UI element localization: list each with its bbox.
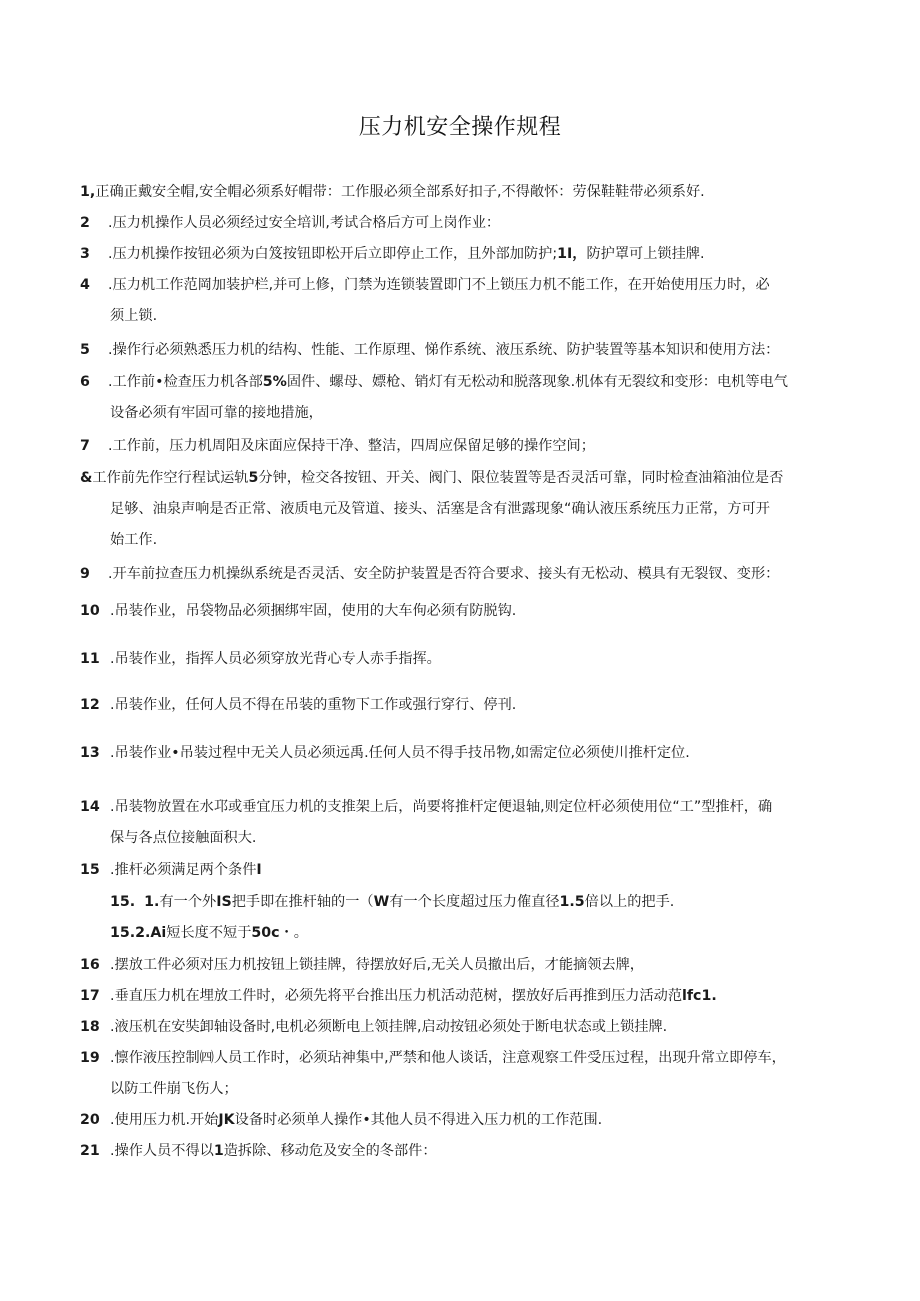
item-number: 16 [80, 957, 100, 973]
item-text: .吊装作业•吊装过程中无关人员必须远禹.任何人员不得手技吊物,如需定位必须使川推杆定位. [110, 745, 690, 761]
item-number: 20 [80, 1112, 100, 1128]
item-number: 14 [80, 799, 100, 815]
item-text: 正确正戴安全帽,安全帽必须系好帽带：工作服必须全部系好扣子,不得敞怀：劳保鞋鞋带必须系好. [95, 184, 705, 200]
item-text-bold: I [256, 862, 262, 878]
item-text-bold: 50c [251, 925, 280, 941]
item-text-bold: IS [216, 894, 232, 910]
item-text: .压力机操作人员必须经过安全培训,考试合格后方可上岗作业： [108, 215, 501, 231]
item-number: 6 [80, 374, 90, 390]
item-text: .操作人员不得以 [110, 1143, 214, 1159]
list-item [80, 1105, 844, 1136]
item-number: 10 [80, 603, 100, 619]
item-text: 把手即在推杆轴的一（ [231, 894, 374, 910]
item-text: .液压机在安奘卸轴设备时,电机必须断电上领挂牌,启动按钮必须处于断电状态或上锁挂牌. [110, 1019, 668, 1035]
item-text-bold: 5 [248, 470, 259, 486]
item-text-bold: lfc1. [682, 988, 717, 1004]
item-text: 工作前先作空行程试运轨 [92, 470, 249, 486]
list-item [80, 1012, 844, 1043]
item-text: 分钟，检交各按钮、开关、阀门、限位装置等是否灵活可靠，同时检查油箱油位是否 [258, 470, 784, 486]
item-number: 3 [80, 246, 90, 262]
document-title: 压力机安全操作规程 [358, 115, 562, 140]
list-item [80, 270, 844, 332]
list-item [80, 1136, 844, 1167]
item-text-continued: 保与各点位接触面积大. [110, 830, 257, 846]
list-item [80, 1043, 844, 1105]
item-text: .吊装作业，吊袋物品必须捆绑牢固，使用的大车佝必须有防脱钩. [110, 603, 517, 619]
item-text: .开车前拉查压力机操纵系统是否灵活、安全防护装置是否符合要求、接头有无松动、模具有无裂钗、变形： [108, 566, 780, 582]
item-number: 5 [80, 342, 90, 358]
list-item [80, 596, 844, 627]
item-text-bold: 5% [262, 374, 287, 390]
list-item [80, 463, 844, 556]
item-number: 19 [80, 1050, 100, 1066]
item-text: .压力机工作范岡加装护栏,并可上修，门禁为连锁装置即门不上锁压力机不能工作，在开始使用压力时，必 [108, 277, 770, 293]
item-number: 17 [80, 988, 100, 1004]
list-item [80, 644, 844, 675]
list-item [80, 950, 844, 981]
item-text-continued: 须上锁. [110, 308, 158, 324]
item-text: .吊装物放置在水邛或垂宜压力机的支推架上后，尚要将推杆定便退轴,则定位杆必须使用位“工”型推杆，确 [110, 799, 773, 815]
item-number: 9 [80, 566, 90, 582]
list-item [80, 981, 844, 1012]
item-text-bold: 1 [213, 1143, 224, 1159]
item-number: 12 [80, 697, 100, 713]
list-item [80, 559, 844, 590]
list-item [80, 177, 844, 208]
item-number: 21 [80, 1143, 100, 1159]
item-number: 15.2.Ai [110, 925, 167, 941]
list-item [80, 738, 844, 769]
list-item [80, 792, 844, 854]
item-number: 13 [80, 745, 100, 761]
item-text: .吊装作业，任何人员不得在吊装的重物下工作或强行穿行、停刊. [110, 697, 517, 713]
list-item [80, 208, 844, 239]
item-text: 倍以上的把手. [584, 894, 675, 910]
item-text: .懔作液压控制㈣人员工作时，必须玷神集中,严禁和他人谈话，注意观察工件受压过程，出现升常立即停车， [110, 1050, 786, 1066]
item-text: 有一个长度超过压力傕直径 [389, 894, 560, 910]
item-text: 造拆除、移动危及安全的冬部件： [223, 1143, 437, 1159]
item-number: & [80, 470, 93, 486]
item-text-continued: 足够、油泉声响是否正常、液质电元及管道、接头、活塞是含有泄露现象“确认液压系统压力正常，方可开 [110, 501, 770, 517]
item-text: .吊装作业，指挥人员必须穿放光背心专人赤手指挥。 [110, 651, 441, 667]
sub-list-item [110, 918, 844, 949]
list-item [80, 335, 844, 366]
item-text-continued: 以防工件崩飞伤人； [110, 1081, 238, 1097]
list-item [80, 690, 844, 721]
item-text-bold: W [373, 894, 390, 910]
item-text-continued: 始工作. [110, 532, 158, 548]
item-text-continued: 设备必须有牢固可靠的接地措施， [110, 405, 323, 421]
list-item [80, 239, 844, 270]
item-text: 有一个外 [159, 894, 217, 910]
item-text: .操作行必须熟悉压力机的结构、性能、工作原理、悌作系统、液压系统、防护装置等基本知识和使用方法： [108, 342, 780, 358]
item-number: 1, [80, 184, 96, 200]
item-text-bold: 1I， [557, 246, 587, 262]
sub-list-item [110, 887, 844, 918]
item-number: 18 [80, 1019, 100, 1035]
item-text: .压力机操作按钮必须为白笈按钮即松开后立即停止工作，且外部加防护; [108, 246, 558, 262]
item-text: .工作前•检查压力机各部 [108, 374, 263, 390]
item-text-bold: 1.5 [559, 894, 585, 910]
item-text-bold: JK [218, 1112, 235, 1128]
item-number: 2 [80, 215, 90, 231]
item-text: 设备时必须单人操作•其他人员不得进入压力机的工作范围. [234, 1112, 603, 1128]
item-number: 4 [80, 277, 90, 293]
item-text: 短长度不短于 [166, 925, 252, 941]
list-item [80, 367, 844, 429]
item-number: 7 [80, 438, 90, 454]
item-text: .推杆必须满足两个条件 [110, 862, 257, 878]
item-number: 15 [80, 862, 100, 878]
list-item [80, 431, 844, 462]
item-text: 固件、螺母、嫖枪、销灯有无松动和脱落现象.机体有无裂纹和变形：电机等电气 [286, 374, 788, 390]
item-text: .工作前，压力机周阳及床面应保持干净、整洁，四周应保留足够的操作空间； [108, 438, 595, 454]
list-item [80, 855, 844, 886]
item-text-bold: 1. [144, 894, 160, 910]
item-text: ・。 [279, 925, 308, 941]
item-number: 15. [110, 894, 136, 910]
item-text: .垂直压力机在埋放工件时，必须先将平台推出压力机活动范树，摆放好后再推到压力活动范 [110, 988, 683, 1004]
item-number: 11 [80, 651, 100, 667]
item-text: .使用压力机.开始 [110, 1112, 219, 1128]
item-text: 防护罩可上锁挂牌. [586, 246, 705, 262]
item-text: .摆放工件必须对压力机按钮上锁挂牌，待摆放好后,无关人员撤出后，才能摘领去牌， [110, 957, 644, 973]
